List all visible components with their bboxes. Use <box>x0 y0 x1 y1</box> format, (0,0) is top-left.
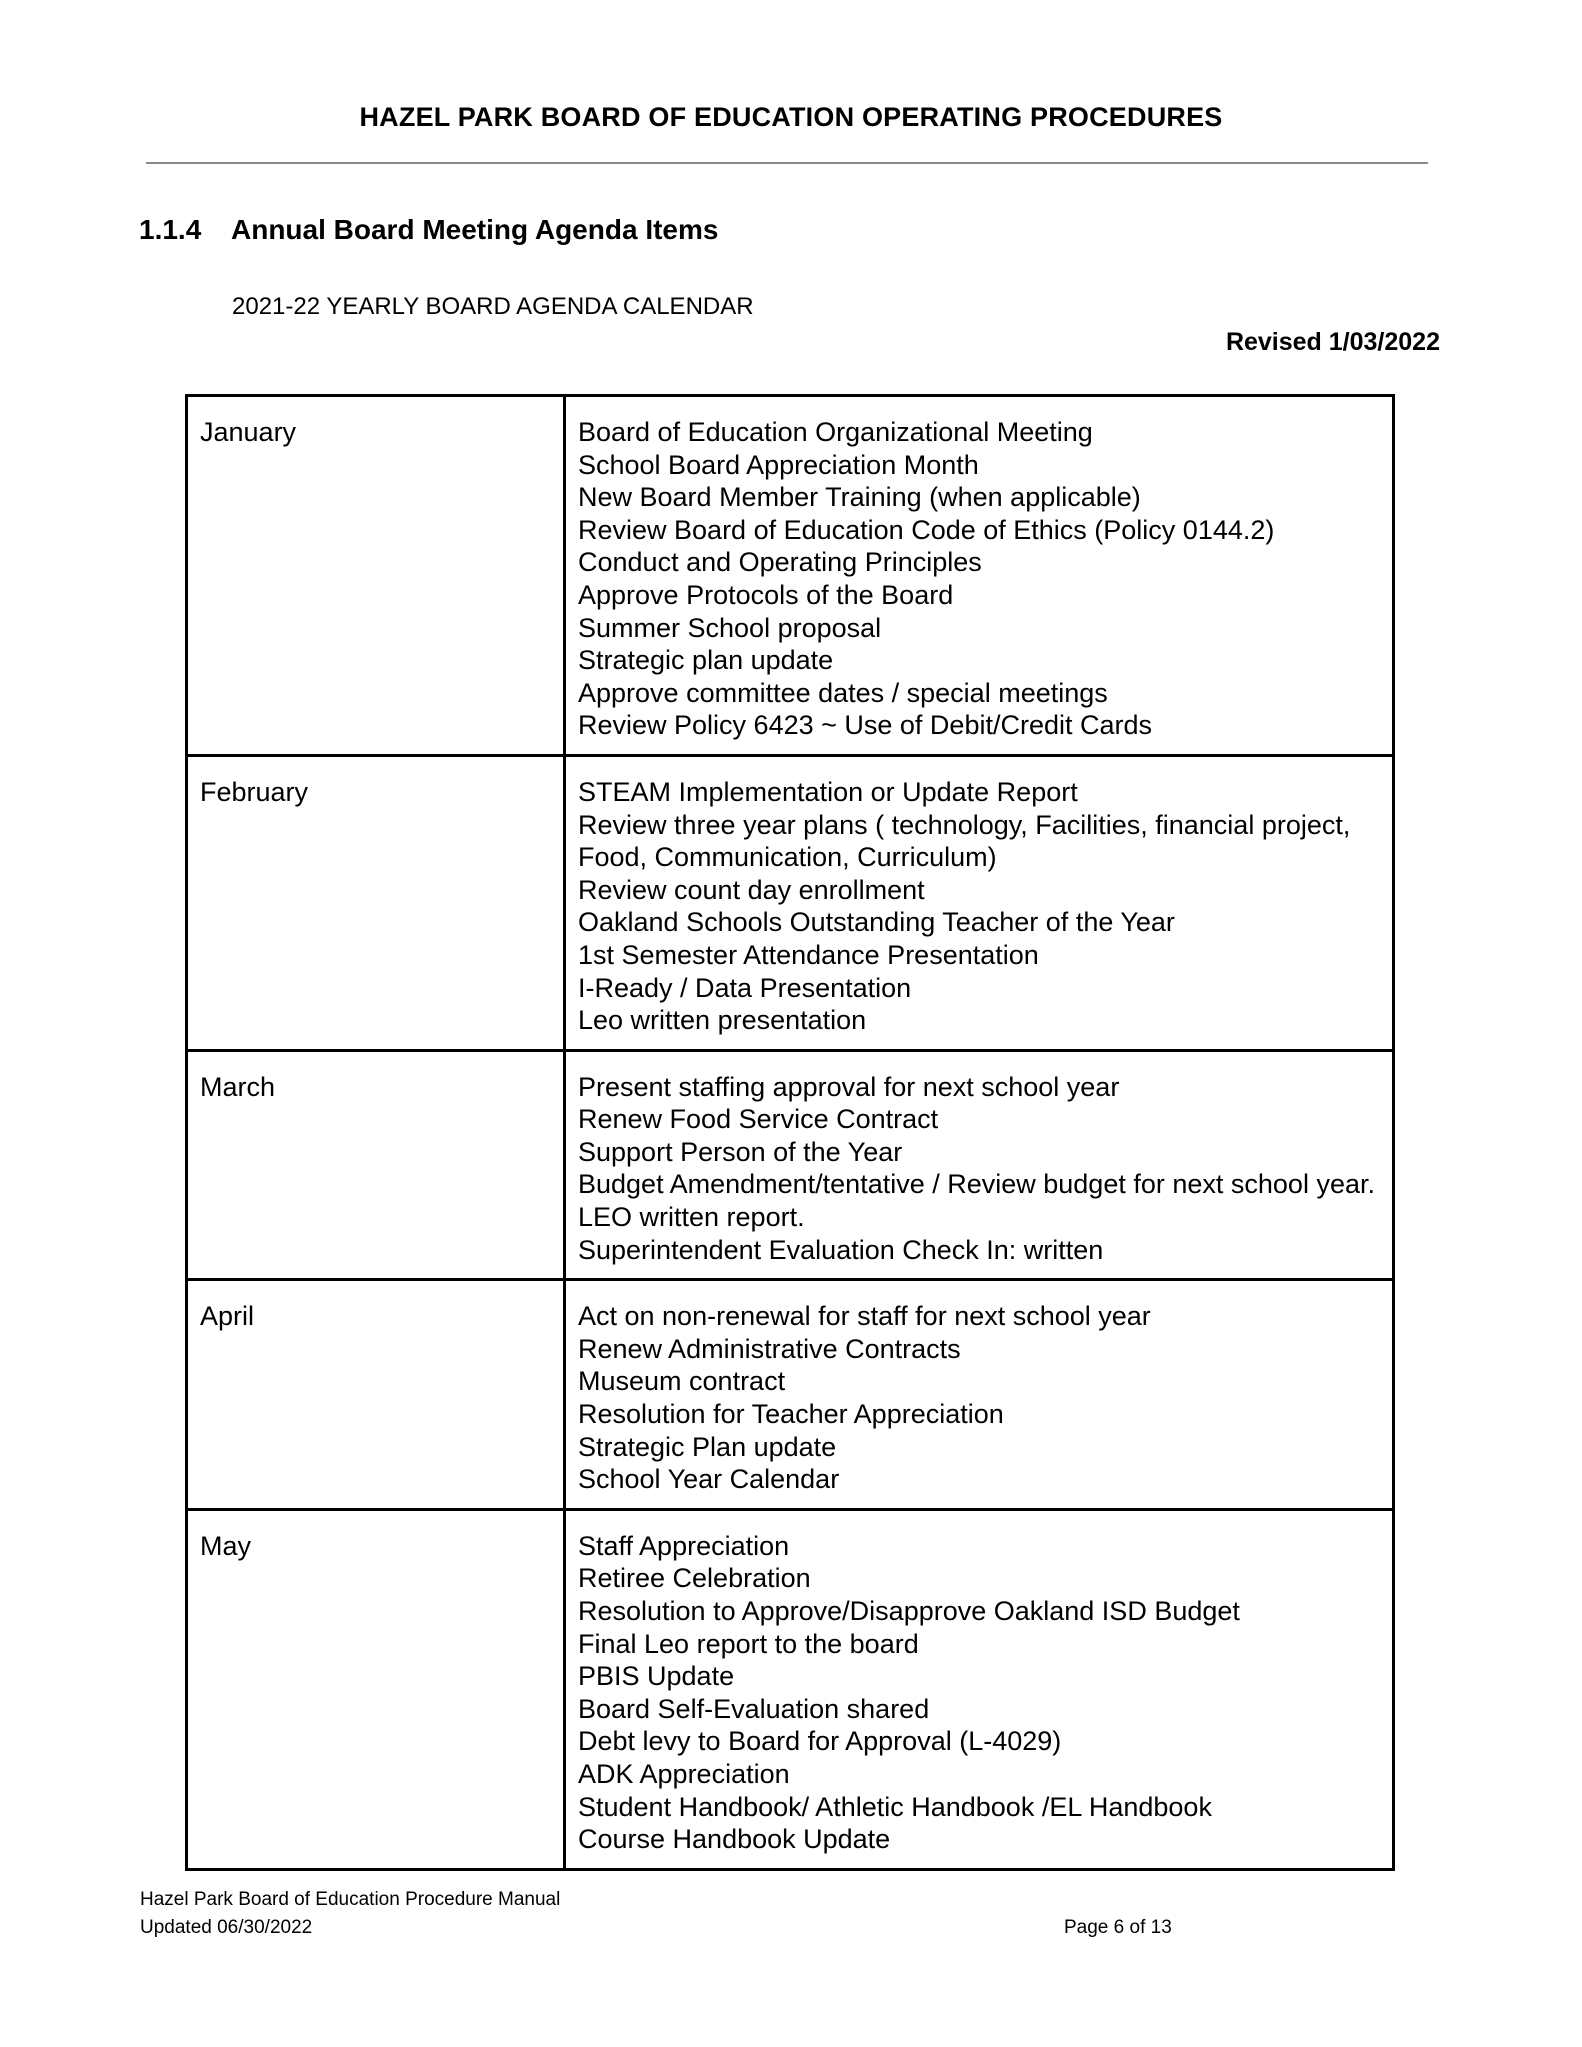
agenda-items-cell <box>565 1280 1394 1510</box>
agenda-item: Student Handbook/ Athletic Handbook /EL Handbook <box>578 1791 1212 1822</box>
agenda-item: Resolution to Approve/Disapprove Oakland ISD Budget <box>578 1596 1240 1626</box>
agenda-item: ADK Appreciation <box>578 1758 790 1789</box>
agenda-item: Approve committee dates / special meetings <box>578 677 1108 708</box>
agenda-item: LEO written report. <box>578 1202 805 1233</box>
section-title: Annual Board Meeting Agenda Items <box>231 214 719 245</box>
agenda-item: Summer School proposal <box>578 612 882 643</box>
agenda-item: PBIS Update <box>578 1661 735 1692</box>
agenda-item: Strategic Plan update <box>578 1431 837 1462</box>
agenda-calendar-table <box>185 394 1395 1871</box>
calendar-subtitle: 2021-22 YEARLY BOARD AGENDA CALENDAR <box>232 293 754 320</box>
agenda-items-cell <box>565 1509 1394 1869</box>
month-cell: March <box>187 1050 565 1280</box>
month-cell: January <box>187 396 565 756</box>
agenda-table-body <box>187 396 1394 1870</box>
agenda-item: Debt levy to Board for Approval (L-4029) <box>578 1726 1062 1757</box>
agenda-item: Approve Protocols of the Board <box>578 579 954 610</box>
agenda-item: Conduct and Operating Principles <box>578 547 982 578</box>
table-row <box>187 755 1394 1050</box>
header-divider <box>146 162 1428 164</box>
footer-updated-date: Updated 06/30/2022 <box>140 1917 313 1938</box>
agenda-item: School Board Appreciation Month <box>578 449 979 480</box>
agenda-item: Review three year plans ( technology, Facilities, financial project, Food, Communication, Curriculum) <box>578 809 1351 873</box>
agenda-item: New Board Member Training (when applicable) <box>578 482 1141 513</box>
agenda-item: Present staffing approval for next school year <box>578 1071 1120 1102</box>
agenda-item: Final Leo report to the board <box>578 1628 919 1659</box>
section-number: 1.1.4 <box>139 214 202 245</box>
agenda-item: Renew Food Service Contract <box>578 1104 939 1135</box>
agenda-item: STEAM Implementation or Update Report <box>578 776 1078 807</box>
agenda-item: Oakland Schools Outstanding Teacher of the Year <box>578 907 1175 938</box>
agenda-item: Support Person of the Year <box>578 1136 903 1167</box>
agenda-item: Course Handbook Update <box>578 1824 891 1855</box>
table-row <box>187 1050 1394 1280</box>
agenda-item: Retiree Celebration <box>578 1563 811 1594</box>
page-header-title: HAZEL PARK BOARD OF EDUCATION OPERATING PROCEDURES <box>359 102 1223 132</box>
footer-manual-title: Hazel Park Board of Education Procedure Manual <box>140 1889 561 1910</box>
table-row <box>187 1280 1394 1510</box>
agenda-item: Renew Administrative Contracts <box>578 1333 961 1364</box>
agenda-item: Strategic plan update <box>578 645 834 676</box>
page-number: Page 6 of 13 <box>1064 1917 1172 1938</box>
section-heading <box>139 214 718 246</box>
agenda-item: Board Self-Evaluation shared <box>578 1693 930 1724</box>
agenda-item: Budget Amendment/tentative / Review budget for next school year. <box>578 1169 1375 1200</box>
agenda-item: Leo written presentation <box>578 1005 867 1036</box>
agenda-item: Resolution for Teacher Appreciation <box>578 1399 1004 1430</box>
footer-manual-info <box>140 1886 560 1942</box>
agenda-item: Review Board of Education Code of Ethics (Policy 0144.2) <box>578 514 1275 545</box>
agenda-item: Superintendent Evaluation Check In: written <box>578 1234 1104 1265</box>
agenda-item: I-Ready / Data Presentation <box>578 972 912 1003</box>
agenda-item: Review count day enrollment <box>578 874 925 905</box>
agenda-items-cell <box>565 396 1394 756</box>
agenda-items-cell <box>565 755 1394 1050</box>
month-cell: February <box>187 755 565 1050</box>
revised-date: Revised 1/03/2022 <box>1225 328 1440 356</box>
agenda-item: Act on non-renewal for staff for next school year <box>578 1301 1151 1332</box>
agenda-item: Staff Appreciation <box>578 1530 790 1561</box>
table-row <box>187 396 1394 756</box>
month-cell: May <box>187 1509 565 1869</box>
agenda-item: Museum contract <box>578 1366 786 1397</box>
agenda-item: School Year Calendar <box>578 1464 840 1495</box>
agenda-items-cell <box>565 1050 1394 1280</box>
agenda-item: 1st Semester Attendance Presentation <box>578 939 1039 970</box>
month-cell: April <box>187 1280 565 1510</box>
agenda-item: Board of Education Organizational Meeting <box>578 417 1093 447</box>
table-row <box>187 1509 1394 1869</box>
agenda-item: Review Policy 6423 ~ Use of Debit/Credit Cards <box>578 710 1153 741</box>
